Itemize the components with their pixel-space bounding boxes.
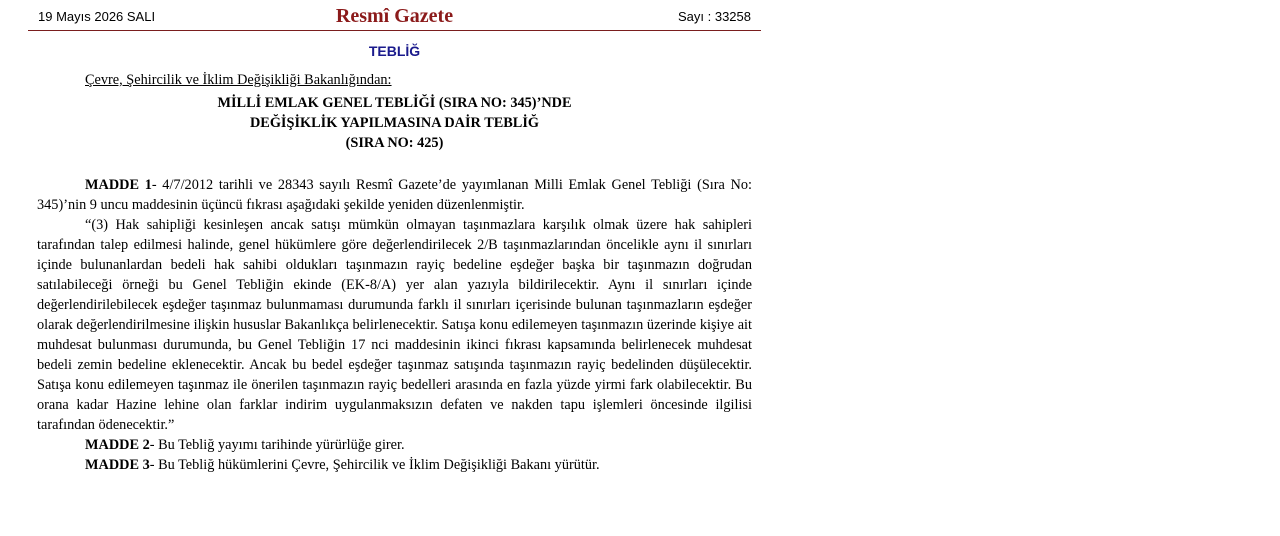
title-line: MİLLİ EMLAK GENEL TEBLİĞİ (SIRA NO: 345)’NDE (217, 95, 572, 111)
article-1 (37, 175, 752, 215)
ministry-name: Çevre, Şehircilik ve İklim Değişikliği Bakanlığından: (85, 72, 392, 88)
document-body (37, 71, 752, 475)
article-label: MADDE 2 (85, 437, 150, 453)
article-text: - 4/7/2012 tarihli ve 28343 sayılı Resmî Gazete’de yayımlanan Milli Emlak Genel Tebliği (Sıra No: 345)’nin 9 uncu maddesinin üçüncü fıkrası aşağıdaki şekilde yeniden düzenlenmiştir. (37, 177, 752, 213)
articles (37, 175, 752, 475)
gazette-page (28, 0, 761, 475)
title-line: DEĞİŞİKLİK YAPILMASINA DAİR TEBLİĞ (249, 115, 540, 131)
issue-number: Sayı : 33258 (678, 9, 751, 24)
title-line: (SIRA NO: 425) (345, 135, 444, 151)
article-label: MADDE 3 (85, 457, 150, 473)
document-title (37, 93, 752, 153)
section-label: TEBLİĞ (368, 43, 421, 59)
article-3 (37, 455, 752, 475)
article-text: - Bu Tebliğ yayımı tarihinde yürürlüğe girer. (149, 437, 405, 453)
article-label: MADDE 1 (85, 177, 152, 193)
amended-paragraph (37, 215, 752, 435)
issue-date: 19 Mayıs 2026 SALI (38, 9, 156, 24)
gazette-title: Resmî Gazete (335, 5, 454, 27)
article-text: “(3) Hak sahipliği kesinleşen ancak satışı mümkün olmayan taşınmazlara karşılık olmak üzere hak sahipleri tarafından talep edilmesi halinde, genel hükümlere göre değerlendirilecek 2/B taşınmazlarından öncelikle aynı il sınırları içinde bulunanlardan bedeli hak sahibi oldukları taşınmazın rayiç bedeline eşdeğer başka bir taşınmazın doğrudan satılabileceği örneği bu Genel Tebliğin ekinde (EK-8/A) yer alan yazıyla bildirilecektir. Aynı il sınırları içinde değerlendirilebilecek eşdeğer taşınmaz bulunmaması durumunda farklı il sınırları içerisinde bulunan taşınmazların eşdeğer olarak değerlendirilmesine ilişkin hususlar Bakanlıkça belirlenecektir. Satışa konu edilemeyen taşınmazın üzerinde kişiye ait muhdesat bulunması durumunda, bu Genel Tebliğin 17 nci maddesinin ikinci fıkrası kapsamında belirlenecek muhdesat bedeli zemin bedeline eklenecektir. Ancak bu bedel eşdeğer taşınmaz satışında taşınmazın rayiç bedelinden düşülecektir. Satışa konu edilemeyen taşınmaz ile önerilen taşınmazın rayiç bedelleri arasında en fazla yüzde yirmi fark olabilecektir. Bu orana kadar Hazine lehine olan farklar indirim uygulanmaksızın defaten ve nakden tapu işlemleri öncesinde ilgilisi tarafından ödenecektir.” (37, 217, 752, 433)
article-text: - Bu Tebliğ hükümlerini Çevre, Şehircilik ve İklim Değişikliği Bakanı yürütür. (149, 457, 600, 473)
gazette-header (28, 0, 761, 31)
article-2 (37, 435, 752, 455)
